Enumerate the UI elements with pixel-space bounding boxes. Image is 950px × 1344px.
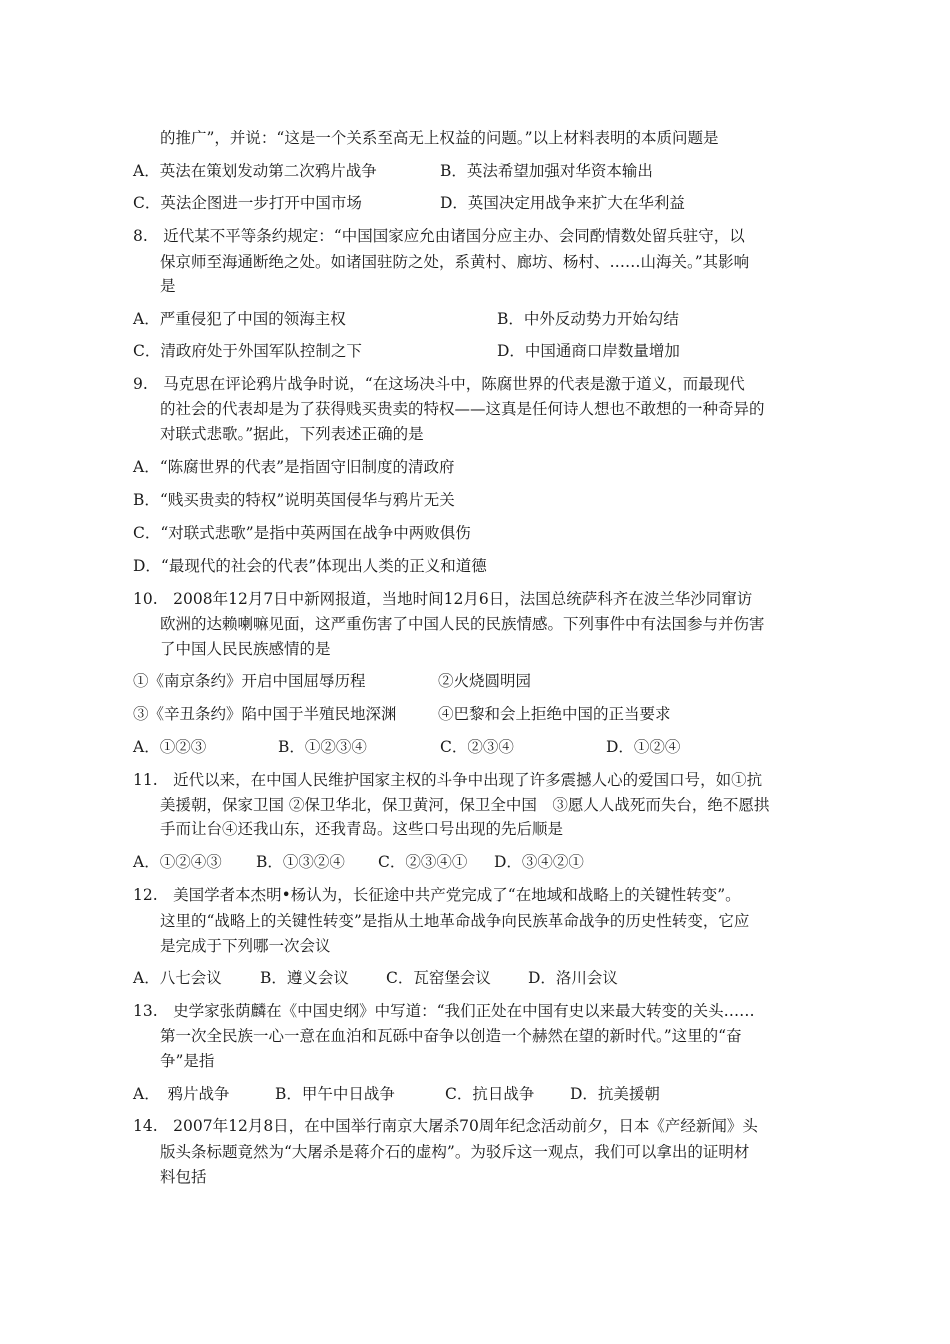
q14-stem-line-2: 版头条标题竟然为“大屠杀是蒋介石的虚构”。为驳斥这一观点，我们可以拿出的证明材 — [160, 1143, 750, 1161]
q8-option-c: C．清政府处于外国军队控制之下 — [133, 342, 362, 360]
q10-option-c: C．②③④ — [440, 738, 514, 756]
q13-option-a: A． 鸦片战争 — [133, 1085, 230, 1103]
q8-option-d: D．中国通商口岸数量增加 — [497, 342, 680, 360]
q12-option-a: A．八七会议 — [133, 969, 222, 987]
q11-stem-line-2: 美援朝，保家卫国 ②保卫华北，保卫黄河，保卫全中国 ③愿人人战死而失台，绝不愿拱 — [160, 796, 770, 814]
q12-stem-line-2: 这里的“战略上的关键性转变”是指从土地革命战争向民族革命战争的历史性转变，它应 — [160, 912, 750, 930]
q10-option-d: D．①②④ — [606, 738, 681, 756]
q9-option-d: D．“最现代的社会的代表”体现出人类的正义和道德 — [133, 557, 487, 575]
q13-stem-line-1: 13. 史学家张荫麟在《中国史纲》中写道：“我们正处在中国有史以来最大转变的关头…… — [133, 1002, 755, 1020]
q14-stem-line-1: 14. 2007年12月8日，在中国举行南京大屠杀70周年纪念活动前夕，日本《产经新闻》头 — [133, 1117, 758, 1135]
q10-option-b: B．①②③④ — [278, 738, 367, 756]
q10-stem-line-1: 10. 2008年12月7日中新网报道，当地时间12月6日，法国总统萨科齐在波兰华沙同窜访 — [133, 590, 753, 608]
q13-stem-line-2: 第一次全民族一心一意在血泊和瓦砾中奋争以创造一个赫然在望的新时代。”这里的“奋 — [160, 1027, 742, 1045]
q10-item-3: ③《辛丑条约》陷中国于半殖民地深渊 — [133, 705, 397, 723]
q9-option-b: B．“贱买贵卖的特权”说明英国侵华与鸦片无关 — [133, 491, 455, 509]
q7-option-d: D．英国决定用战争来扩大在华利益 — [440, 194, 685, 212]
q14-stem-line-3: 料包括 — [160, 1168, 207, 1186]
q8-option-b: B．中外反动势力开始勾结 — [497, 310, 679, 328]
q11-option-c: C．②③④① — [378, 853, 468, 871]
q8-stem-line-3: 是 — [160, 277, 176, 295]
q11-option-a: A．①②④③ — [133, 853, 222, 871]
q9-stem-line-3: 对联式悲歌。”据此，下列表述正确的是 — [160, 425, 424, 443]
q8-option-a: A．严重侵犯了中国的领海主权 — [133, 310, 346, 328]
q8-stem-line-1: 8. 近代某不平等条约规定：“中国国家应允由诸国分应主办、会同酌情数处留兵驻守，以 — [133, 227, 745, 245]
q9-option-c: C．“对联式悲歌”是指中英两国在战争中两败俱伤 — [133, 524, 471, 542]
q12-option-d: D．洛川会议 — [528, 969, 618, 987]
q13-option-c: C．抗日战争 — [445, 1085, 535, 1103]
q7-option-c: C．英法企图进一步打开中国市场 — [133, 194, 362, 212]
q10-option-a: A．①②③ — [133, 738, 207, 756]
q12-option-b: B．遵义会议 — [260, 969, 349, 987]
q10-stem-line-3: 了中国人民民族感情的是 — [160, 640, 331, 658]
q11-stem-line-3: 手而让台④还我山东，还我青岛。这些口号出现的先后顺是 — [160, 820, 564, 838]
q13-stem-line-3: 争”是指 — [160, 1052, 215, 1070]
q11-option-b: B．①③②④ — [256, 853, 345, 871]
q12-option-c: C．瓦窑堡会议 — [386, 969, 491, 987]
q11-option-d: D．③④②① — [494, 853, 584, 871]
q8-stem-line-2: 保京师至海通断绝之处。如诸国驻防之处，系黄村、廊坊、杨村、……山海关。”其影响 — [160, 253, 750, 271]
q12-stem-line-3: 是完成于下列哪一次会议 — [160, 937, 331, 955]
q10-item-4: ④巴黎和会上拒绝中国的正当要求 — [438, 705, 671, 723]
q7-option-b: B．英法希望加强对华资本输出 — [440, 162, 653, 180]
q9-option-a: A．“陈腐世界的代表”是指固守旧制度的清政府 — [133, 458, 455, 476]
q11-stem-line-1: 11. 近代以来，在中国人民维护国家主权的斗争中出现了许多震撼人心的爱国口号，如①抗 — [133, 771, 763, 789]
q9-stem-line-1: 9. 马克思在评论鸦片战争时说，“在这场决斗中，陈腐世界的代表是激于道义，而最现代 — [133, 375, 745, 393]
q13-option-d: D．抗美援朝 — [570, 1085, 660, 1103]
q10-item-2: ②火烧圆明园 — [438, 672, 532, 690]
q10-stem-line-2: 欧洲的达赖喇嘛见面，这严重伤害了中国人民的民族情感。下列事件中有法国参与并伤害 — [160, 615, 765, 633]
q7-option-a: A．英法在策划发动第二次鸦片战争 — [133, 162, 377, 180]
q9-stem-line-2: 的社会的代表却是为了获得贱买贵卖的特权——这真是任何诗人想也不敢想的一种奇异的 — [160, 400, 765, 418]
q7-stem-tail: 的推广”，并说：“这是一个关系至高无上权益的问题。”以上材料表明的本质问题是 — [160, 129, 719, 147]
q13-option-b: B．甲午中日战争 — [275, 1085, 395, 1103]
q12-stem-line-1: 12. 美国学者本杰明•杨认为，长征途中共产党完成了“在地域和战略上的关键性转变”。 — [133, 886, 741, 904]
q10-item-1: ①《南京条约》开启中国屈辱历程 — [133, 672, 366, 690]
